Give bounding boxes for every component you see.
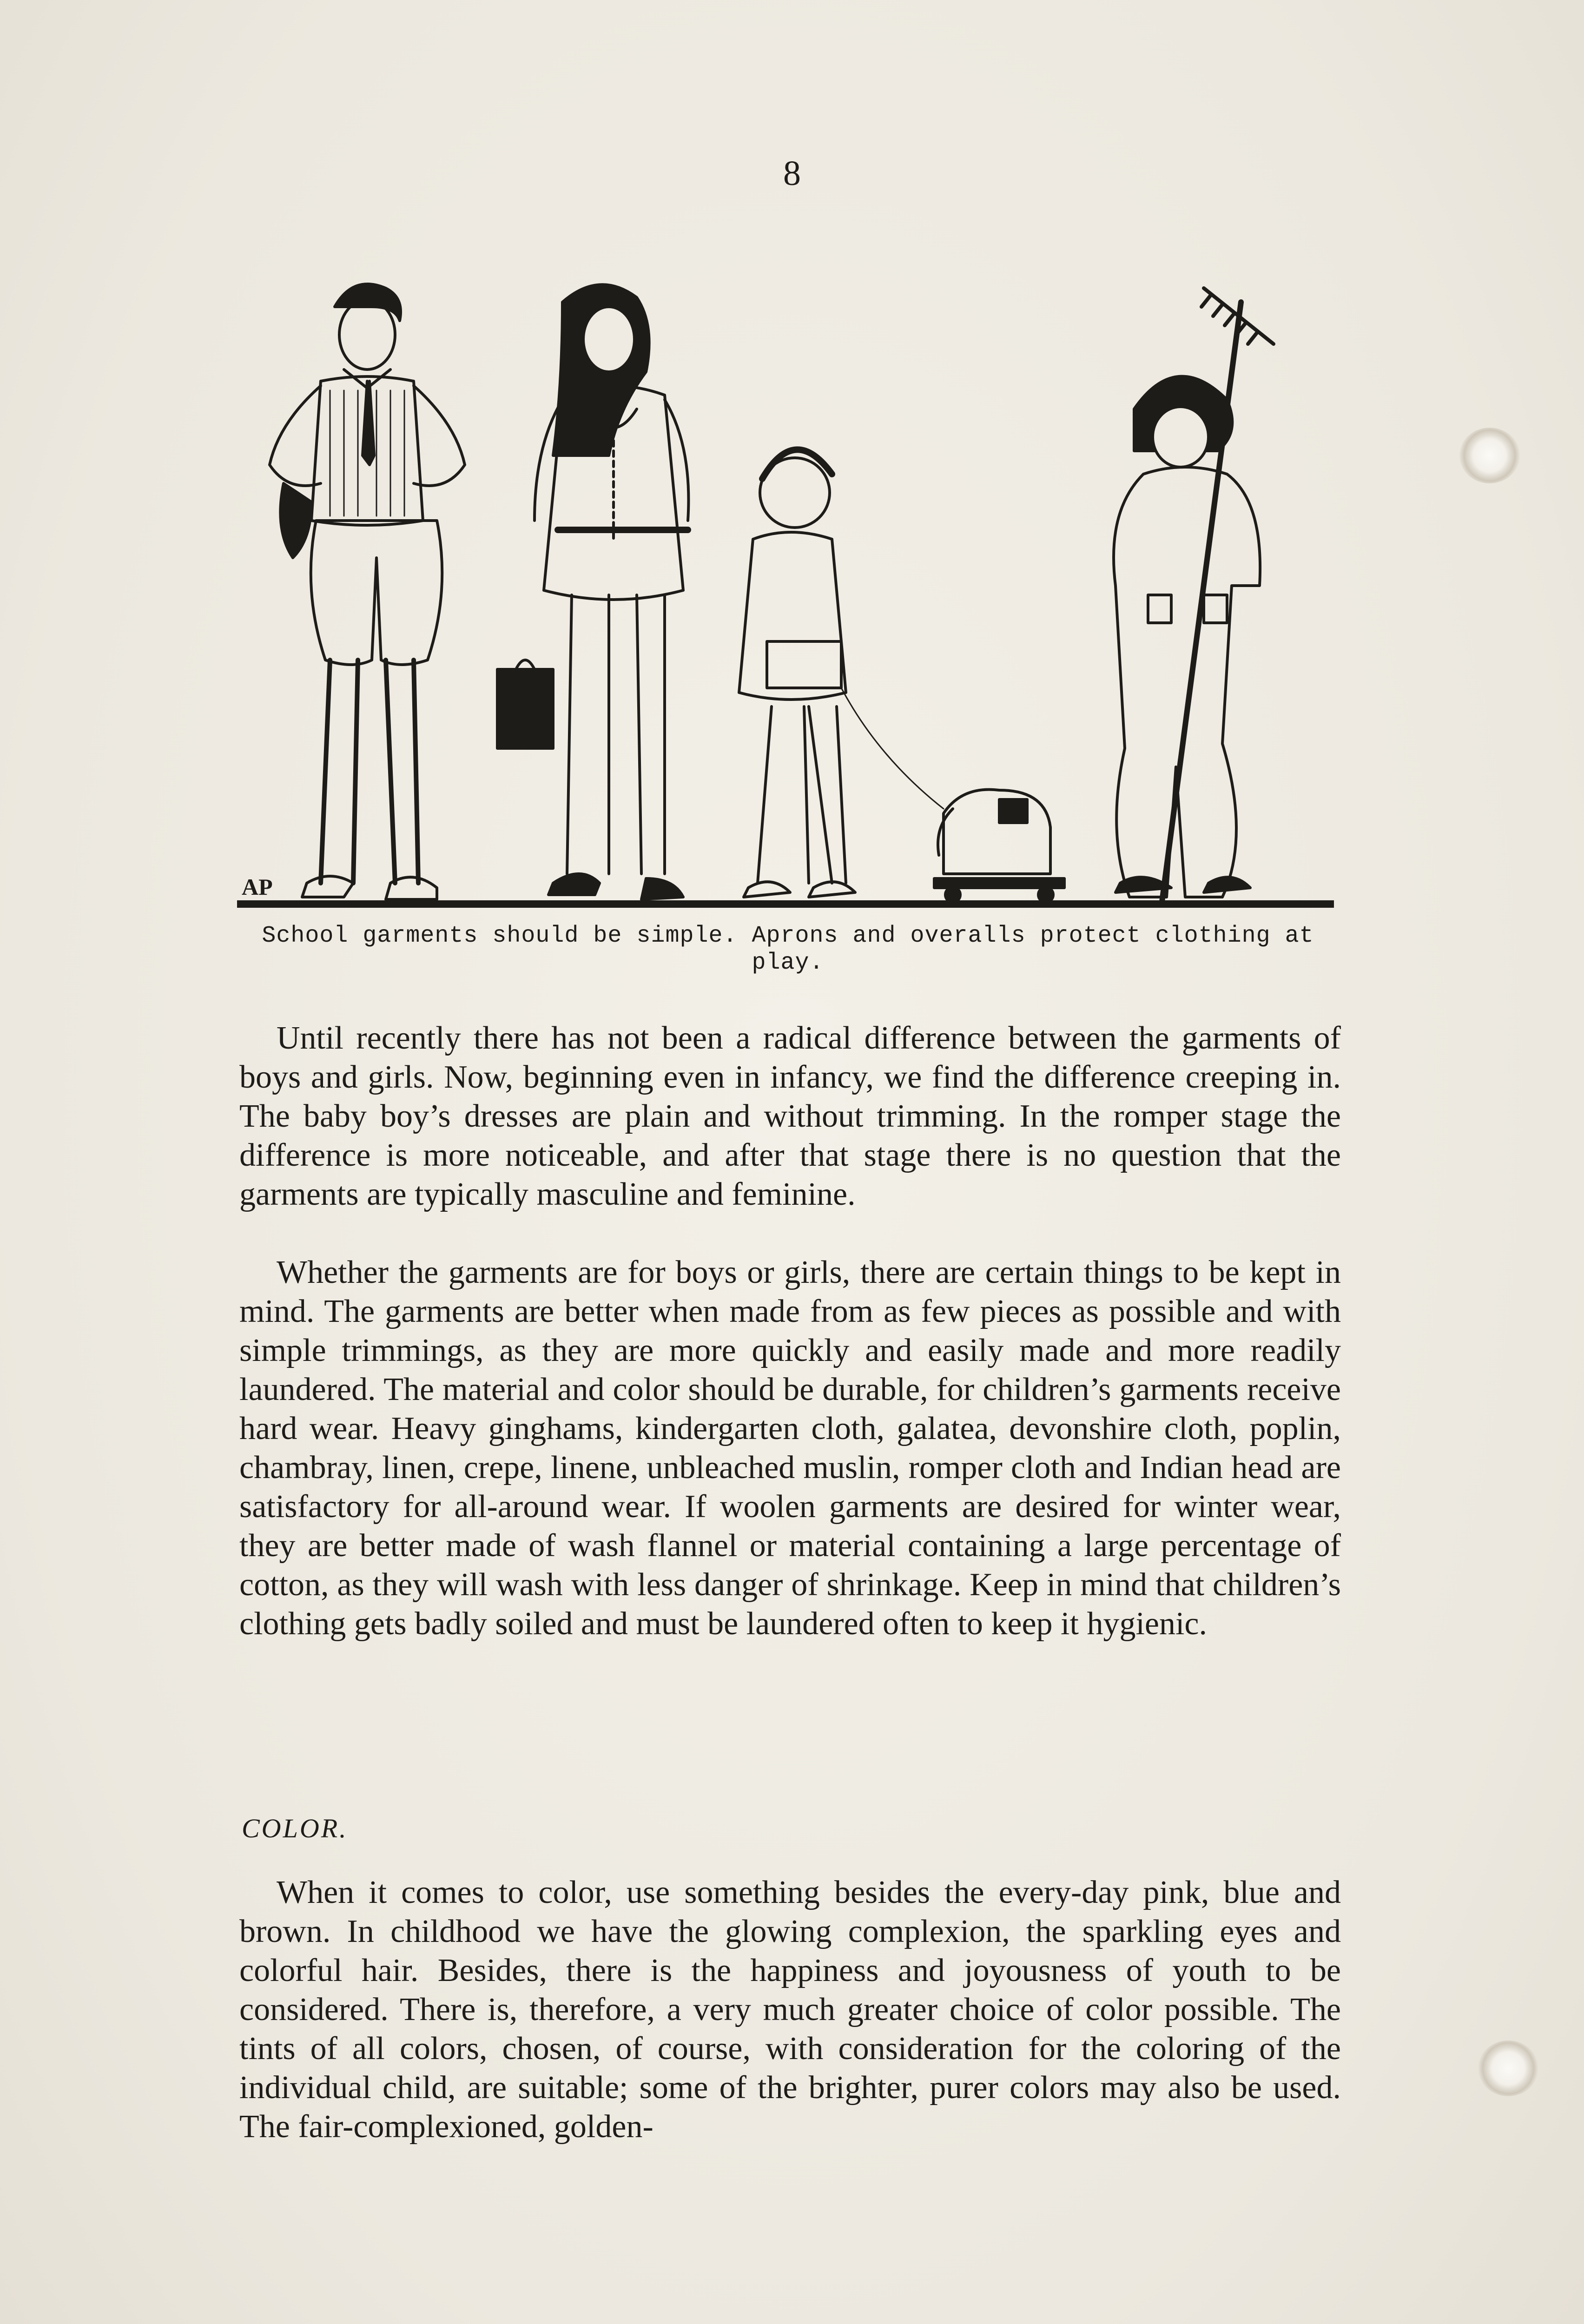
paragraph-text: Until recently there has not been a radical difference between the garments of boys and girls. Now, beginning even in infancy, we find the difference creeping in. The baby boy’s dresses are plain and without trimming. In the romper stage the difference is more noticeable, and after that stage there is no question that the garments are typically masculine and feminine. (239, 1020, 1341, 1212)
children-garments-illustration (237, 242, 1334, 920)
artist-monogram (242, 874, 273, 900)
paragraph-text: When it comes to color, use something besides the every-day pink, blue and brown. In childhood we have the glowing complexion, the sparkling eyes and colorful hair. Besides, there is the happiness and joyousness of youth to be considered. There is, therefore, a very much greater choice of color possible. The tints of all colors, chosen, of course, with consideration for the coloring of the individual child, are suitable; some of the brighter, purer colors may also be used. The fair-complexioned, golden- (239, 1875, 1341, 2145)
page-number: 8 (783, 154, 801, 193)
figure-caption: School garments should be simple. Aprons and overalls protect clothing at play. (262, 923, 1314, 976)
small-child-figure (739, 449, 944, 897)
paragraph-text: Whether the garments are for boys or girls, there are certain things to be kept in mind. The garments are better when made from as few pieces as possible and with simple trimmings, as they are more quickly and easily made and more readily laundered. The material and color should be durable, for children’s garments receive hard wear. Heavy ginghams, kindergarten cloth, galatea, devonshire cloth, poplin, chambray, linen, crepe, linene, unbleached muslin, romper cloth and Indian head are satisfactory for all-around wear. If woolen garments are desired for winter wear, they are better made of wash flannel or material containing a large percentage of cotton, as they will wash with less danger of shrinkage. Keep in mind that children’s clothing gets badly soiled and must be laundered often to keep it hygienic. (239, 1254, 1341, 1642)
girl-figure (497, 284, 688, 899)
section-heading-color: COLOR. (242, 1813, 348, 1843)
svg-text:AP: AP (242, 874, 273, 900)
paragraph-1 (239, 1019, 1341, 1214)
boy-figure (270, 284, 465, 899)
punch-hole-upper (1459, 428, 1520, 483)
paragraph-2 (239, 1253, 1341, 1644)
overalls-child-figure (1114, 288, 1274, 902)
toy-elephant-figure (934, 790, 1064, 902)
paragraph-3 (239, 1873, 1341, 2146)
punch-hole-lower (1478, 2040, 1538, 2096)
